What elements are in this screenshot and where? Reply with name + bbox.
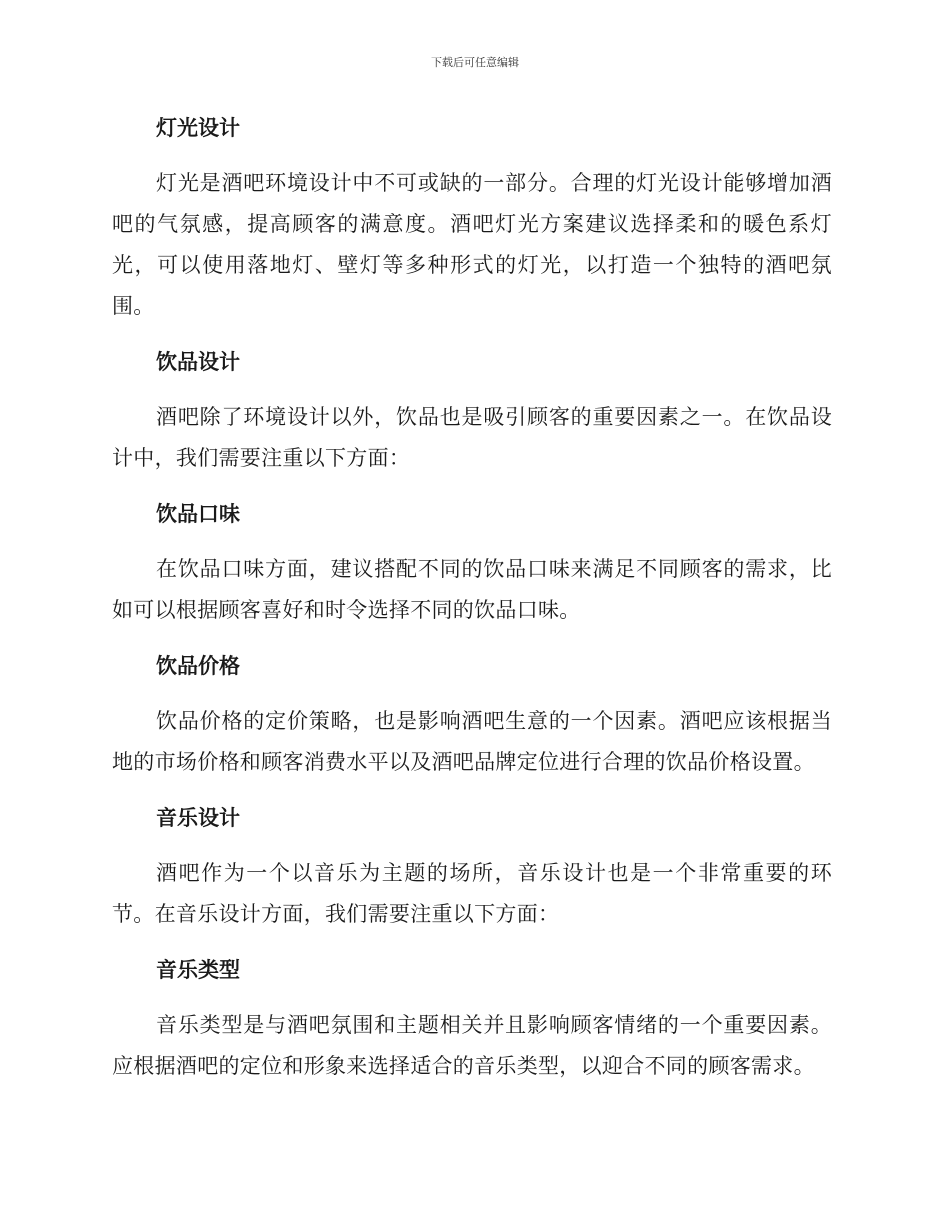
section-paragraph-lighting: 灯光是酒吧环境设计中不可或缺的一部分。合理的灯光设计能够增加酒吧的气氛感，提高顾客的满意度。酒吧灯光方案建议选择柔和的暖色系灯光，可以使用落地灯、壁灯等多种形式的灯光，以打造一个独特的酒吧氛围。	[112, 171, 832, 318]
section-heading-music-type: 音乐类型	[156, 958, 240, 982]
section-paragraph-drink-flavor: 在饮品口味方面，建议搭配不同的饮品口味来满足不同顾客的需求，比如可以根据顾客喜好和时令选择不同的饮品口味。	[112, 557, 832, 622]
section-heading-drink-price: 饮品价格	[156, 654, 240, 678]
section-heading-music: 音乐设计	[156, 806, 240, 830]
section-heading-drink-flavor: 饮品口味	[156, 502, 240, 526]
section-heading-drinks: 饮品设计	[156, 350, 240, 374]
section-paragraph-music-type: 音乐类型是与酒吧氛围和主题相关并且影响顾客情绪的一个重要因素。应根据酒吧的定位和形象来选择适合的音乐类型，以迎合不同的顾客需求。	[112, 1013, 832, 1078]
section-heading-lighting: 灯光设计	[156, 116, 240, 140]
section-paragraph-drink-price: 饮品价格的定价策略，也是影响酒吧生意的一个因素。酒吧应该根据当地的市场价格和顾客消费水平以及酒吧品牌定位进行合理的饮品价格设置。	[112, 709, 832, 774]
section-paragraph-drinks: 酒吧除了环境设计以外，饮品也是吸引顾客的重要因素之一。在饮品设计中，我们需要注重以下方面：	[112, 405, 832, 470]
document-body	[112, 108, 832, 1102]
section-paragraph-music: 酒吧作为一个以音乐为主题的场所，音乐设计也是一个非常重要的环节。在音乐设计方面，我们需要注重以下方面：	[112, 861, 832, 926]
page-header: 下载后可任意编辑	[431, 56, 519, 69]
